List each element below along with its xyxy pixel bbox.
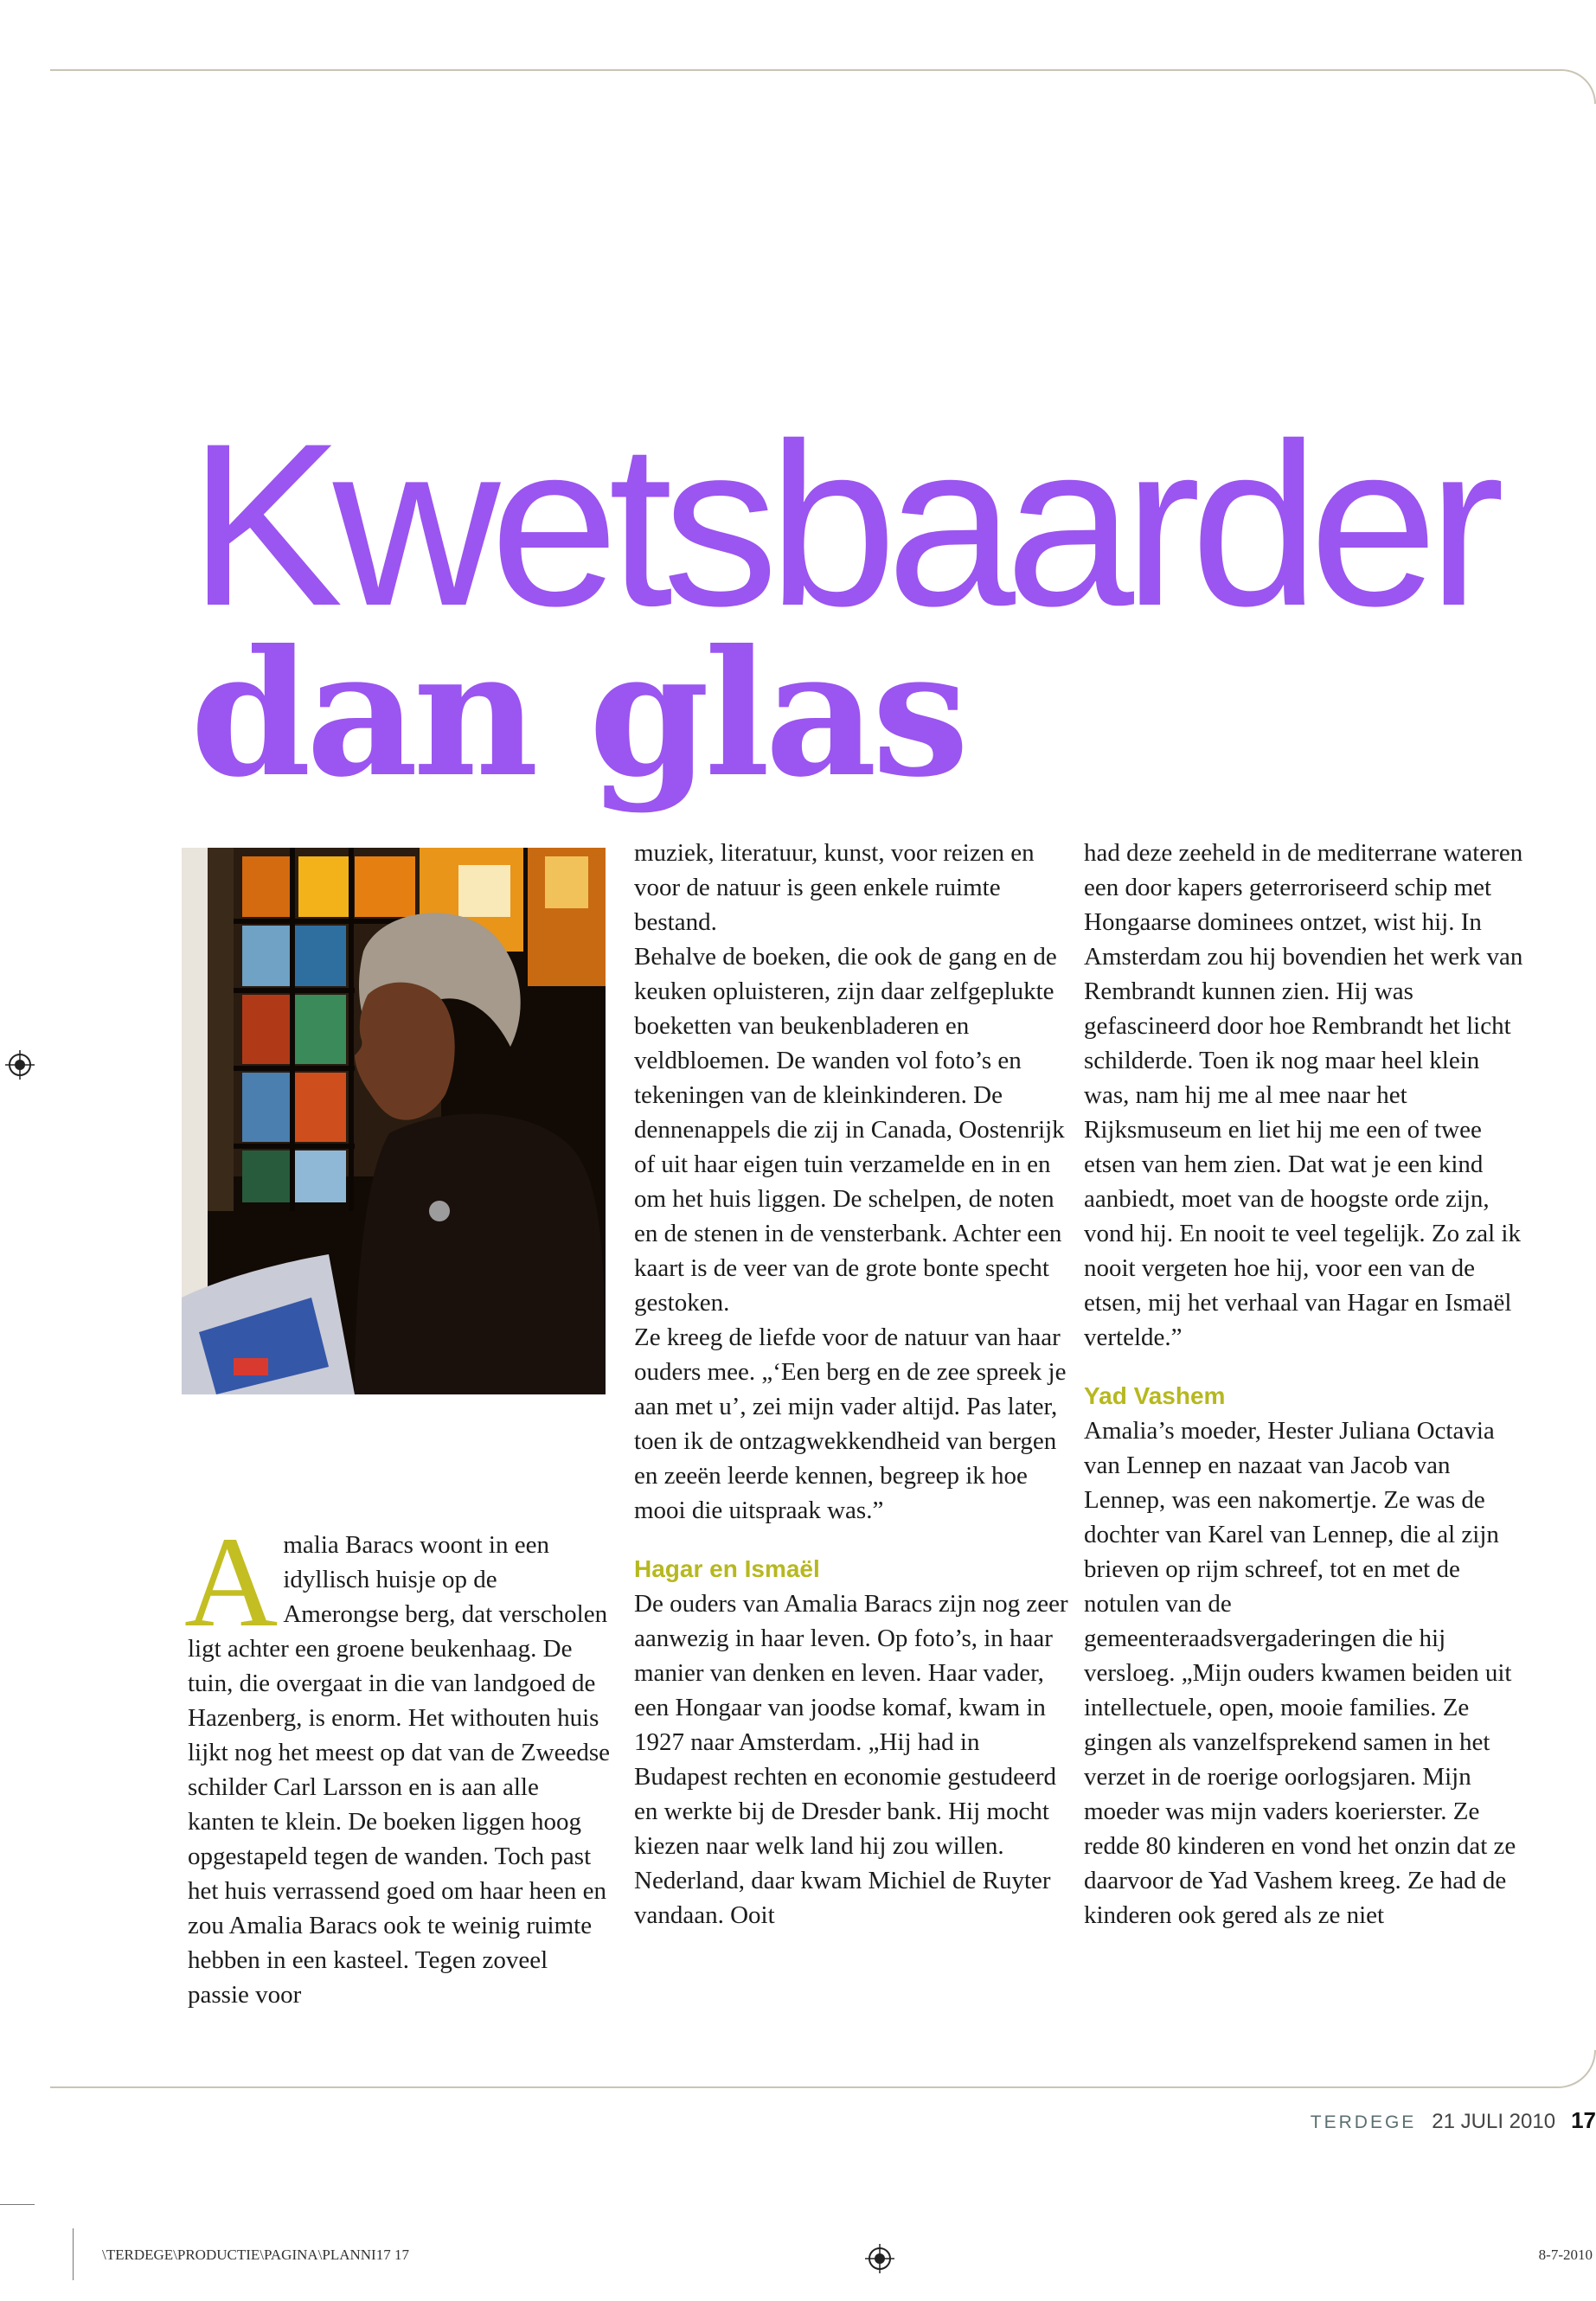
crop-mark (73, 2228, 74, 2280)
article-column-3 (1084, 836, 1525, 1932)
registration-mark-icon (865, 2244, 894, 2273)
print-slug-path: \TERDEGE\PRODUCTIE\PAGINA\PLANNI17 17 (102, 2247, 409, 2263)
subheading-yad-vashem: Yad Vashem (1084, 1382, 1226, 1409)
paragraph: Ze kreeg de liefde voor de natuur van haar ouders mee. „‘Een berg en de zee spreek je aan met u’, zei mijn vader altijd. Pas later, toen ik de ontzagwekkendheid van bergen en zeeën leerde kennen, begreep ik hoe mooi die uitspraak was.” (634, 1324, 1067, 1524)
portrait-photo-illustration (182, 848, 606, 1394)
page-frame-bottom (50, 2050, 1596, 2088)
page-footer (1311, 2107, 1596, 2134)
paragraph: Behalve de boeken, die ook de gang en de keuken opluisteren, zijn daar zelfgeplukte boeketten van beukenbladeren en veldbloemen. De wanden vol foto’s en tekeningen van de kleinkinderen. De dennenappels die zij in Canada, Oostenrijk of uit haar eigen tuin verzamelde en in en om het huis liggen. De schelpen, de noten en de stenen in de vensterbank. Achter een kaart is de veer van de grote bonte specht gestoken. (634, 943, 1065, 1317)
issue-date: 21 JULI 2010 (1432, 2110, 1556, 2133)
page-frame-top (50, 69, 1596, 104)
paragraph: had deze zeeheld in de mediterrane wateren een door kapers geterroriseerd schip met Hongaarse dominees ontzet, wist hij. In Amsterdam zou hij bovendien het werk van Rembrandt kunnen zien. Hij was gefascineerd door hoe Rembrandt het licht schilderde. Toen ik nog maar heel klein was, nam hij me al mee naar het Rijksmuseum en liet hij me een of twee etsen van hem zien. Dat wat je een kind aanbiedt, moet van de hoogste orde zijn, vond hij. En nooit te veel tegelijk. Zo zal ik nooit vergeten hoe hij, voor een van de etsen, mij het verhaal van Hagar en Ismaël vertelde.” (1084, 839, 1523, 1351)
intro-paragraph (184, 1510, 612, 2012)
paragraph: De ouders van Amalia Baracs zijn nog zeer aanwezig in haar leven. Op foto’s, in haar manier van denken en leven. Haar vader, een Hongaar van joodse komaf, kwam in 1927 naar Amsterdam. „Hij had in Budapest rechten en economie gestudeerd en werkte bij de Dresder bank. Hij mocht kiezen naar welk land hij zou willen. Nederland, daar kwam Michiel de Ruyter vandaan. Ooit (634, 1590, 1068, 1929)
subheading-hagar-en-ismael: Hagar en Ismaël (634, 1555, 820, 1582)
article-column-2 (634, 836, 1075, 1932)
headline-line-1: Kwetsbaarder (189, 394, 1495, 654)
page-number: 17 (1571, 2107, 1596, 2133)
registration-mark-icon (5, 1050, 35, 1080)
print-slug-date: 8-7-2010 (1538, 2247, 1593, 2263)
portrait-photo (182, 848, 606, 1394)
paragraph: Amalia’s moeder, Hester Juliana Octavia van Lennep en nazaat van Jacob van Lennep, was een nakomertje. Ze was de dochter van Karel van Lennep, die al zijn brieven op rijm schreef, tot en met de notulen van de gemeenteraadsvergaderingen die hij versloeg. „Mijn ouders kwamen beiden uit intellectuele, open, mooie families. Ze gingen als vanzelfsprekend samen in het verzet in de roerige oorlogsjaren. Mijn moeder was mijn vaders koerierster. Ze redde 80 kinderen en vond het onzin dat ze daarvoor de Yad Vashem kreeg. Ze had de kinderen ook gered als ze niet (1084, 1417, 1516, 1929)
headline-line-2: dan glas (190, 612, 965, 816)
drop-cap: A (184, 1510, 279, 1654)
crop-mark (0, 2204, 35, 2205)
intro-text: malia Baracs woont in een idyllisch huisje op de Amerongse berg, dat verscholen ligt achter een groene beukenhaag. De tuin, die overgaat in die van landgoed de Hazenberg, is enorm. Het withouten huis lijkt nog het meest op dat van de Zweedse schilder Carl Larsson en is aan alle kanten te klein. De boeken liggen hoog opgestapeld tegen de wanden. Toch past het huis verrassend goed om haar heen en zou Amalia Baracs ook te weinig ruimte hebben in een kasteel. Tegen zoveel passie voor (188, 1531, 611, 2009)
magazine-name: TERDEGE (1310, 2112, 1417, 2132)
paragraph: muziek, literatuur, kunst, voor reizen en voor de natuur is geen enkele ruimte bestand. (634, 839, 1035, 936)
article-column-1 (184, 1510, 612, 2012)
